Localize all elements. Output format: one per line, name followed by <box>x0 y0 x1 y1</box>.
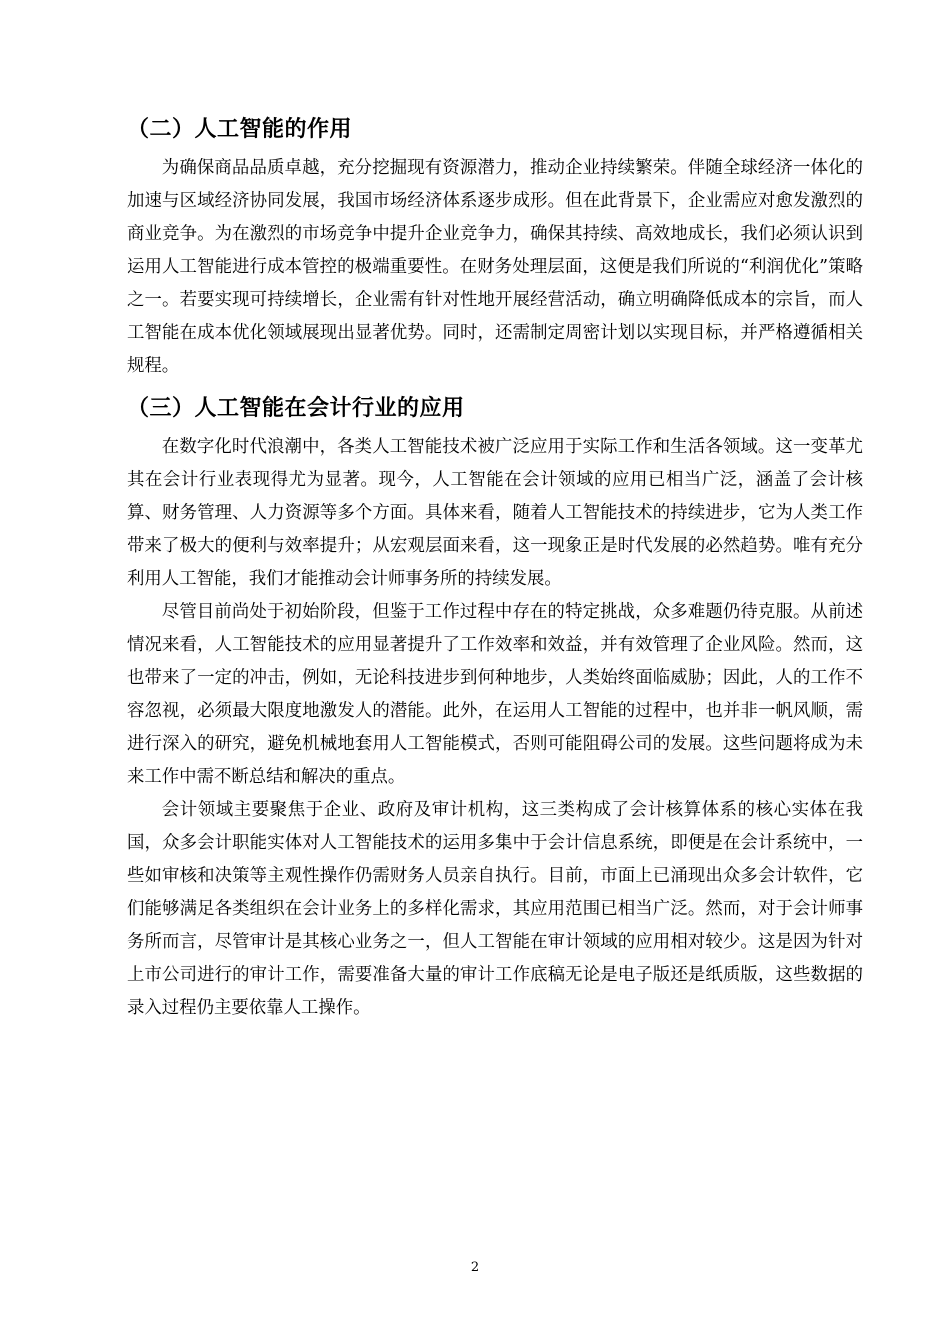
body-paragraph: 为确保商品品质卓越，充分挖掘现有资源潜力，推动企业持续繁荣。伴随全球经济一体化的加速与区域经济协同发展，我国市场经济体系逐步成形。但在此背景下，企业需应对愈发激烈的商业竞争。为在激烈的市场竞争中提升企业竞争力，确保其持续、高效地成长，我们必须认识到运用人工智能进行成本管控的极端重要性。在财务处理层面，这便是我们所说的“利润优化”策略之一。若要实现可持续增长，企业需有针对性地开展经营活动，确立明确降低成本的宗旨，而人工智能在成本优化领域展现出显著优势。同时，还需制定周密计划以实现目标，并严格遵循相关规程。 <box>127 158 863 376</box>
section-heading: （三）人工智能在会计行业的应用 <box>127 396 465 421</box>
section-ai-accounting-application <box>127 391 863 1025</box>
body-paragraph: 会计领域主要聚焦于企业、政府及审计机构，这三类构成了会计核算体系的核心实体在我国，众多会计职能实体对人工智能技术的运用多集中于会计信息系统，即便是在会计系统中，一些如审核和决策等主观性操作仍需财务人员亲自执行。目前，市面上已涌现出众多会计软件，它们能够满足各类组织在会计业务上的多样化需求，其应用范围已相当广泛。然而，对于会计师事务所而言，尽管审计是其核心业务之一，但人工智能在审计领域的应用相对较少。这是因为针对上市公司进行的审计工作，需要准备大量的审计工作底稿无论是电子版还是纸质版，这些数据的录入过程仍主要依靠人工操作。 <box>127 800 863 1018</box>
page-content <box>127 112 863 1033</box>
body-paragraph: 在数字化时代浪潮中，各类人工智能技术被广泛应用于实际工作和生活各领域。这一变革尤其在会计行业表现得尤为显著。现今，人工智能在会计领域的应用已相当广泛，涵盖了会计核算、财务管理、人力资源等多个方面。具体来看，随着人工智能技术的持续进步，它为人类工作带来了极大的便利与效率提升；从宏观层面来看，这一现象正是时代发展的必然趋势。唯有充分利用人工智能，我们才能推动会计师事务所的持续发展。 <box>127 437 863 589</box>
section-ai-role <box>127 112 863 383</box>
section-heading: （二）人工智能的作用 <box>127 117 353 142</box>
page-number: 2 <box>470 1260 480 1275</box>
body-paragraph: 尽管目前尚处于初始阶段，但鉴于工作过程中存在的特定挑战，众多难题仍待克服。从前述情况来看，人工智能技术的应用显著提升了工作效率和效益，并有效管理了企业风险。然而，这也带来了一定的冲击，例如，无论科技进步到何种地步，人类始终面临威胁；因此，人的工作不容忽视，必须最大限度地激发人的潜能。此外，在运用人工智能的过程中，也并非一帆风顺，需进行深入的研究，避免机械地套用人工智能模式，否则可能阻碍公司的发展。这些问题将成为未来工作中需不断总结和解决的重点。 <box>127 602 863 787</box>
